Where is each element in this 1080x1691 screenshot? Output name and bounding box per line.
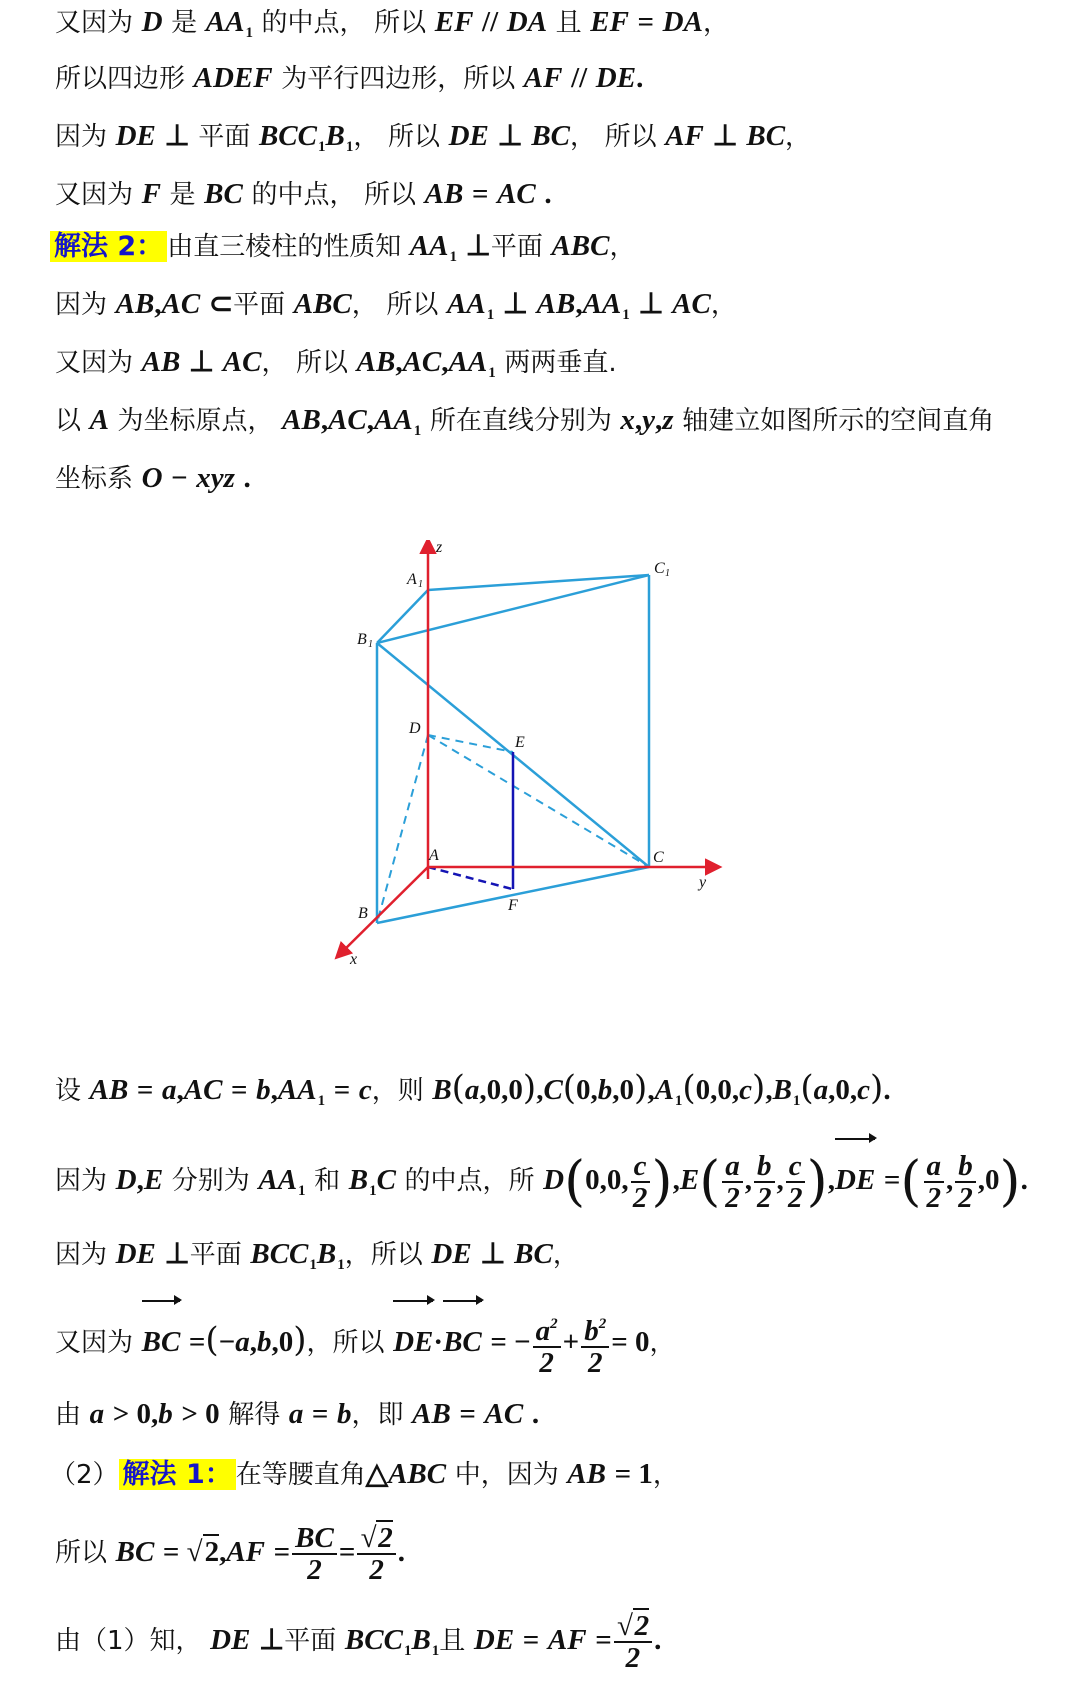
line-6: 因为 AB,AC ⊂平面 ABC， 所以 $AA_1$ ⊥ $AB,AA_1$ ⊥ AC， [55,288,737,323]
line-16: 所以 BC = √2,AF = $\frac{BC}{2}$ = $\frac{√2}{2}$ . [55,1521,406,1586]
label-z: z [436,540,443,556]
edge-D-C-dashed [428,735,649,867]
label-B1: B [357,631,367,648]
label-A1-sub: 1 [418,579,423,590]
method-2-highlight: 解法 2： [50,231,167,262]
line-14: 由 a > 0,b > 0 解得 a = b，即 AB = AC . [55,1398,540,1430]
edge-A-F-dashed [428,867,512,889]
line-17: 由（1）知， DE ⊥平面 $BCC_1B_1$且 DE = AF = $\frac{√2}{2}$ . [55,1609,662,1674]
line-8: 以 A 为坐标原点， $AB,AC,AA_1$ 所在直线分别为 x,y,z 轴建立如图所示的空间直角 [55,404,995,439]
line-4: 又因为 F 是 BC 的中点， 所以 AB = AC . [55,178,552,210]
label-F: F [508,897,518,914]
line-9: 坐标系 O − xyz . [55,462,251,494]
label-C: C [653,849,664,866]
coordinate-prism-figure [325,540,785,1040]
label-B: B [358,905,368,922]
line-13: 又因为 BC =(−a,b,0)，所以 DE·BC = − $\frac{a^2}{2}$ + $\frac{b^2}{2}$ = 0， [55,1300,676,1383]
label-E: E [515,734,525,751]
edge-A1-B1 [377,590,428,643]
line-1: 又因为 D 是 $AA_1$ 的中点， 所以 EF // DA 且 EF = DA， [55,6,729,41]
line-5-method-2: 解法 2： 由直三棱柱的性质知 $AA_1$ ⊥平面 ABC， [50,228,636,275]
label-C1: C [654,560,665,577]
label-D: D [409,720,421,737]
label-x: x [350,951,358,968]
line-7: 又因为 AB ⊥ AC， 所以 $AB,AC,AA_1$ 两两垂直. [55,346,617,381]
line-2: 所以四边形 ADEF 为平行四边形，所以 AF // DE. [55,62,644,94]
label-A: A [429,847,439,864]
label-C1-sub: 1 [665,568,670,579]
label-y: y [699,874,707,891]
edge-D-B-dashed [377,735,428,923]
x-axis [337,867,428,957]
line-12: 因为 DE ⊥平面 $BCC_1B_1$，所以 DE ⊥ BC， [55,1238,579,1273]
line-11: 因为 D,E 分别为 $AA_1$ 和 $B_1C$ 的中点，所 D(0,0, $\frac{c}{2}$ ),E( $\frac{a}{2}$ , $\frac{b}{2}$ , $\frac{c}{2}$ ),DE =( $\frac{a}{2}$ , $\frac{b}{2}$ ,0). [55,1140,1028,1231]
label-B1-sub: 1 [368,639,373,650]
line-15-part-2: （2） 解法 1： 在等腰直角△ABC 中，因为 AB = 1， [50,1458,679,1490]
line-3: 因为 DE ⊥ 平面 $BCC_1B_1$， 所以 DE ⊥ BC， 所以 AF ⊥ BC， [55,120,812,155]
label-A1: A [407,571,417,588]
method-1-highlight: 解法 1： [119,1459,236,1490]
line-10: 设 AB = $a,AC = b,AA_1 = c$，则 $B(a,0,0),C(0,b,0),A_1(0,0,c),B_1(a,0,c)$. [55,1068,891,1109]
